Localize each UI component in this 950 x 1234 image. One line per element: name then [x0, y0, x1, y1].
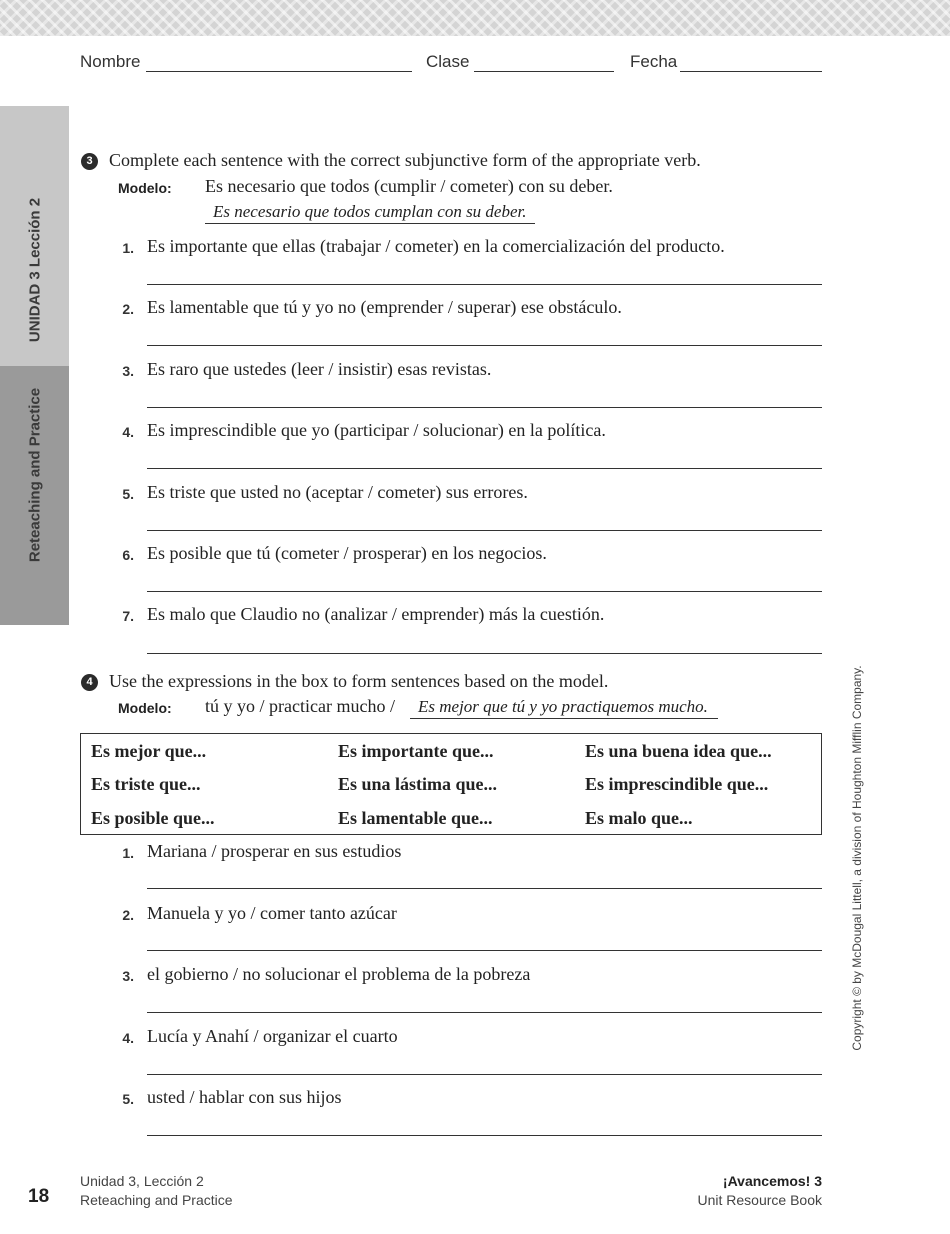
answer-line[interactable]	[147, 468, 822, 469]
decorative-header-band	[0, 0, 950, 36]
answer-line[interactable]	[147, 1012, 822, 1013]
item-number: 2.	[122, 301, 134, 317]
nombre-field[interactable]	[146, 71, 412, 72]
page-number: 18	[28, 1186, 50, 1207]
item-prompt: usted / hablar con sus hijos	[147, 1087, 342, 1107]
item-number: 5.	[122, 1091, 134, 1107]
footer-unit-lesson: Unidad 3, Lección 2	[80, 1173, 204, 1189]
activity-3-modelo-prompt: Es necesario que todos (cumplir / cometer) con su deber.	[205, 176, 613, 196]
activity-4-instructions: Use the expressions in the box to form sentences based on the model.	[109, 671, 609, 691]
fecha-label: Fecha	[630, 52, 678, 71]
answer-line[interactable]	[147, 1074, 822, 1075]
copyright-notice: Copyright © by McDougal Littell, a division of Houghton Mifflin Company.	[850, 665, 864, 1051]
item-prompt: Mariana / prosperar en sus estudios	[147, 841, 402, 861]
fecha-field[interactable]	[680, 71, 822, 72]
activity-3-number: 3	[81, 153, 98, 170]
item-prompt: Es triste que usted no (aceptar / cometer) sus errores.	[147, 482, 528, 502]
section-tab-label: Reteaching and Practice	[26, 387, 44, 563]
expression: Es imprescindible que...	[585, 774, 769, 794]
footer-book-title: ¡Avancemos! 3	[722, 1173, 822, 1189]
activity-3-instructions: Complete each sentence with the correct subjunctive form of the appropriate verb.	[109, 150, 701, 170]
expression: Es una lástima que...	[338, 774, 498, 794]
item-number: 1.	[122, 240, 134, 256]
expression: Es mejor que...	[91, 741, 207, 761]
item-number: 3.	[122, 363, 134, 379]
item-prompt: Es lamentable que tú y yo no (emprender / superar) ese obstáculo.	[147, 297, 622, 317]
activity-4-modelo-label: Modelo:	[118, 700, 172, 716]
activity-4-modelo-prompt: tú y yo / practicar mucho /	[205, 696, 395, 716]
expression: Es triste que...	[91, 774, 201, 794]
item-prompt: Es posible que tú (cometer / prosperar) en los negocios.	[147, 543, 547, 563]
answer-line[interactable]	[147, 284, 822, 285]
item-number: 5.	[122, 486, 134, 502]
item-number: 7.	[122, 608, 134, 624]
answer-line[interactable]	[147, 345, 822, 346]
answer-line[interactable]	[147, 888, 822, 889]
clase-label: Clase	[426, 52, 470, 71]
item-prompt: el gobierno / no solucionar el problema de la pobreza	[147, 964, 531, 984]
activity-3-modelo-label: Modelo:	[118, 180, 172, 196]
item-number: 6.	[122, 547, 134, 563]
item-prompt: Es raro que ustedes (leer / insistir) esas revistas.	[147, 359, 492, 379]
item-number: 4.	[122, 424, 134, 440]
item-number: 4.	[122, 1030, 134, 1046]
answer-line[interactable]	[147, 530, 822, 531]
unit-tab-label: UNIDAD 3 Lección 2	[26, 197, 44, 343]
answer-line[interactable]	[147, 653, 822, 654]
expression: Es una buena idea que...	[585, 741, 772, 761]
item-prompt: Es malo que Claudio no (analizar / emprender) más la cuestión.	[147, 604, 605, 624]
expression-box	[80, 733, 822, 835]
answer-line[interactable]	[147, 950, 822, 951]
answer-line[interactable]	[147, 591, 822, 592]
item-prompt: Lucía y Anahí / organizar el cuarto	[147, 1026, 398, 1046]
answer-line[interactable]	[147, 1135, 822, 1136]
clase-field[interactable]	[474, 71, 614, 72]
expression: Es malo que...	[585, 808, 693, 828]
answer-line[interactable]	[147, 407, 822, 408]
activity-4-number: 4	[81, 674, 98, 691]
item-number: 3.	[122, 968, 134, 984]
footer-book-subtitle: Unit Resource Book	[697, 1192, 822, 1208]
expression: Es importante que...	[338, 741, 494, 761]
activity-4-modelo-answer: Es mejor que tú y yo practiquemos mucho.	[410, 697, 718, 719]
footer-section: Reteaching and Practice	[80, 1192, 233, 1208]
nombre-label: Nombre	[80, 52, 141, 71]
student-info-header	[80, 52, 822, 76]
item-prompt: Manuela y yo / comer tanto azúcar	[147, 903, 397, 923]
item-prompt: Es imprescindible que yo (participar / solucionar) en la política.	[147, 420, 606, 440]
item-number: 1.	[122, 845, 134, 861]
item-prompt: Es importante que ellas (trabajar / cometer) en la comercialización del producto.	[147, 236, 725, 256]
activity-3-modelo-answer: Es necesario que todos cumplan con su deber.	[205, 202, 535, 224]
item-number: 2.	[122, 907, 134, 923]
expression: Es posible que...	[91, 808, 215, 828]
expression: Es lamentable que...	[338, 808, 493, 828]
